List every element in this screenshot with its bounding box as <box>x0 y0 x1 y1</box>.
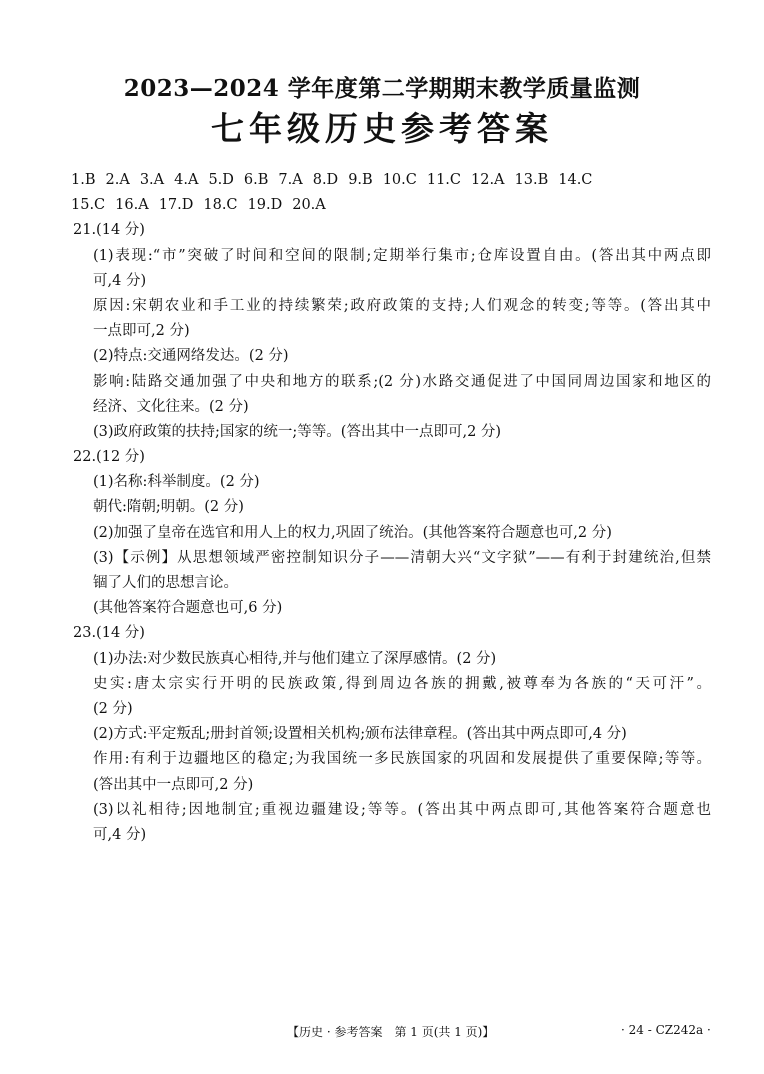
q21-answer-line: 一点即可,2 分) <box>93 323 190 340</box>
q23-answer-line: (1)办法:对少数民族真心相待,并与他们建立了深厚感情。(2 分) <box>93 650 497 667</box>
mc-answer: 5.D <box>208 172 234 188</box>
q22-answer-line: 朝代:隋朝;明朝。(2 分) <box>93 499 244 516</box>
q21-answer-line: 影响:陆路交通加强了中央和地方的联系;(2 分)水路交通促进了中国同周边国家和地区的 <box>93 373 711 390</box>
mc-answer: 19.D <box>247 197 283 214</box>
question-21-title: 21.(14 分) <box>73 222 145 239</box>
mc-answer: 9.B <box>348 172 373 188</box>
q21-answer-line: (1)表现:“市”突破了时间和空间的限制;定期举行集市;仓库设置自由。(答出其中两点即 <box>93 247 711 264</box>
mc-answer: 3.A <box>139 172 165 188</box>
mc-answers-row-2 <box>71 193 711 218</box>
footer-code: · 24 - CZ242a · <box>621 1023 711 1037</box>
q22-answer-line: (2)加强了皇帝在选官和用人上的权力,巩固了统治。(其他答案符合题意也可,2 分) <box>93 524 612 541</box>
q23-answer-line: 作用:有利于边疆地区的稳定;为我国统一多民族国家的巩固和发展提供了重要保障;等等。 <box>93 751 711 768</box>
mc-answer: 2.A <box>105 172 130 188</box>
mc-answer: 7.A <box>278 172 303 188</box>
question-22-title: 22.(12 分) <box>73 449 145 466</box>
mc-answer: 14.C <box>558 172 593 188</box>
mc-answer: 20.A <box>292 197 326 214</box>
mc-answer: 4.A <box>174 172 199 188</box>
q23-answer-line: (2)方式:平定叛乱;册封首领;设置相关机构;颁布法律章程。(答出其中两点即可,4 分) <box>93 726 627 743</box>
q21-answer-line: (2)特点:交通网络发达。(2 分) <box>93 348 289 365</box>
q21-answer-line: 经济、文化往来。(2 分) <box>93 398 249 415</box>
exam-title: 2023—2024 学年度第二学期期末教学质量监测 <box>123 75 641 102</box>
mc-answer: 17.D <box>158 197 194 214</box>
q21-answer-line: 可,4 分) <box>93 272 147 289</box>
mc-answer: 13.B <box>514 172 549 188</box>
mc-answer: 1.B <box>71 172 96 188</box>
mc-answer: 16.A <box>115 197 149 214</box>
q23-answer-line: (3)以礼相待;因地制宜;重视边疆建设;等等。(答出其中两点即可,其他答案符合题意也 <box>93 801 711 818</box>
footer-page-info: 【历史 · 参考答案 第 1 页(共 1 页)】 <box>287 1025 495 1039</box>
mc-answers-row-1 <box>71 168 711 193</box>
q22-answer-line: (1)名称:科举制度。(2 分) <box>93 474 260 491</box>
mc-answer: 18.C <box>203 197 238 214</box>
answer-content <box>71 168 711 848</box>
q23-answer-line: (答出其中一点即可,2 分) <box>93 776 254 793</box>
q22-answer-line: (其他答案符合题意也可,6 分) <box>93 600 283 617</box>
mc-answer: 10.C <box>382 172 417 188</box>
q21-answer-line: (3)政府政策的扶持;国家的统一;等等。(答出其中一点即可,2 分) <box>93 423 502 440</box>
mc-answer: 6.B <box>243 172 269 188</box>
q23-answer-line: (2 分) <box>93 700 133 717</box>
q22-answer-line: 锢了人们的思想言论。 <box>93 575 238 591</box>
document-title: 七年级历史参考答案 <box>211 109 553 148</box>
question-23-title: 23.(14 分) <box>73 625 145 642</box>
mc-answer: 12.A <box>471 172 505 188</box>
q22-answer-line: (3)【示例】从思想领域严密控制知识分子——清朝大兴“文字狱”——有利于封建统治,但禁 <box>93 549 711 566</box>
mc-answer: 15.C <box>71 197 106 214</box>
q23-answer-line: 史实:唐太宗实行开明的民族政策,得到周边各族的拥戴,被尊奉为各族的“天可汗”。 <box>93 675 711 692</box>
mc-answer: 8.D <box>312 172 339 188</box>
q21-answer-line: 原因:宋朝农业和手工业的持续繁荣;政府政策的支持;人们观念的转变;等等。(答出其中 <box>93 297 711 314</box>
mc-answer: 11.C <box>426 172 461 188</box>
q23-answer-line: 可,4 分) <box>93 826 147 843</box>
